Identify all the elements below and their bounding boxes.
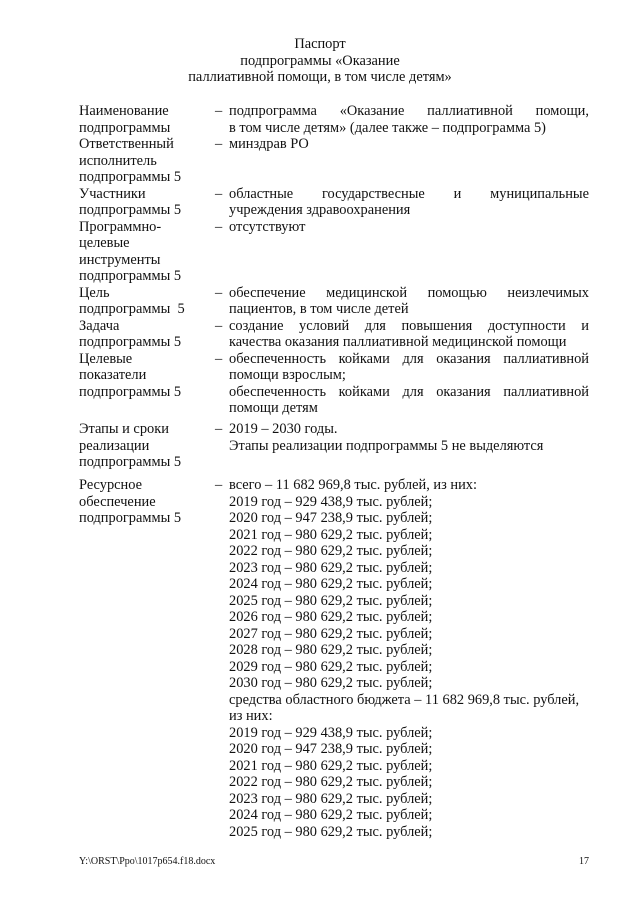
year-line: 2026 год – 980 629,2 тыс. рублей;	[229, 609, 433, 625]
row-label	[79, 285, 215, 318]
year-line: 2020 год – 947 238,9 тыс. рублей;	[229, 510, 433, 526]
year-line: 2027 год – 980 629,2 тыс. рублей;	[229, 625, 433, 642]
year-line: 2020 год – 947 238,9 тыс. рублей;	[229, 741, 433, 757]
label-line: подпрограммы 5	[79, 334, 182, 350]
document-title	[0, 36, 640, 86]
year-line: 2030 год – 980 629,2 тыс. рублей;	[229, 675, 433, 691]
value-line: учреждения здравоохранения	[229, 202, 411, 218]
label-line: исполнитель	[79, 152, 157, 169]
row-goal	[79, 285, 589, 318]
value-line: качества оказания паллиативной медицинской помощи	[229, 334, 567, 350]
label-line: Этапы и сроки	[79, 421, 169, 437]
row-label	[79, 421, 215, 471]
row-label	[79, 103, 215, 136]
year-line: 2024 год – 980 629,2 тыс. рублей;	[229, 807, 433, 823]
year-line: 2021 год – 980 629,2 тыс. рублей;	[229, 526, 433, 543]
title-line: Паспорт	[294, 36, 346, 52]
label-line: Программно-	[79, 218, 162, 235]
value-line: создание условий для повышения доступности и	[229, 317, 589, 334]
value-line: обеспеченность койками для оказания паллиативной	[229, 383, 589, 400]
passport-table	[79, 103, 589, 840]
row-value	[229, 103, 589, 136]
dash: –	[215, 350, 223, 367]
page-footer	[79, 856, 589, 867]
row-value	[229, 285, 589, 318]
row-value	[229, 351, 589, 417]
year-line: 2021 год – 980 629,2 тыс. рублей;	[229, 757, 433, 774]
label-line: Участники	[79, 185, 146, 202]
label-line: подпрограммы 5	[79, 301, 185, 317]
row-resources	[79, 477, 589, 840]
year-line: 2028 год – 980 629,2 тыс. рублей;	[229, 642, 433, 658]
dash: –	[215, 218, 223, 235]
value-line: всего – 11 682 969,8 тыс. рублей, из них:	[229, 477, 477, 493]
dash: –	[215, 103, 223, 119]
dash: –	[215, 421, 223, 437]
row-indicators	[79, 351, 589, 417]
value-line: минздрав РО	[229, 136, 309, 152]
row-label	[79, 318, 215, 351]
label-line: обеспечение	[79, 493, 156, 510]
row-name	[79, 103, 589, 136]
title-line: подпрограммы «Оказание	[240, 52, 400, 69]
label-line: подпрограммы 5	[79, 202, 182, 218]
value-line: из них:	[229, 708, 273, 724]
row-label	[79, 136, 215, 186]
label-line: показатели	[79, 367, 147, 383]
label-line: Задача	[79, 317, 120, 334]
row-value	[229, 136, 589, 186]
label-line: подпрограммы 5	[79, 510, 182, 526]
title-line: паллиативной помощи, в том числе детям»	[188, 69, 452, 85]
row-value	[229, 219, 589, 285]
label-line: инструменты	[79, 251, 161, 268]
value-line: отсутствуют	[229, 218, 306, 235]
year-line: 2023 год – 980 629,2 тыс. рублей;	[229, 790, 433, 807]
value-line: 2019 – 2030 годы.	[229, 421, 338, 437]
value-line: обеспечение медицинской помощью неизлечимых	[229, 284, 589, 301]
dash: –	[215, 136, 223, 152]
label-line: Наименование	[79, 103, 169, 119]
value-line: обеспеченность койками для оказания паллиативной	[229, 350, 589, 367]
row-value	[229, 477, 589, 840]
row-stages	[79, 421, 589, 471]
row-task	[79, 318, 589, 351]
row-instruments	[79, 219, 589, 285]
value-line: пациентов, в том числе детей	[229, 301, 409, 317]
dash: –	[215, 317, 223, 334]
row-executor	[79, 136, 589, 186]
label-line: Ресурсное	[79, 477, 142, 493]
row-label	[79, 186, 215, 219]
year-line: 2019 год – 929 438,9 тыс. рублей;	[229, 493, 433, 510]
label-line: реализации	[79, 437, 150, 454]
page-number: 17	[579, 856, 589, 867]
dash: –	[215, 477, 223, 493]
row-participants	[79, 186, 589, 219]
label-line: Ответственный	[79, 136, 174, 152]
year-line: 2029 год – 980 629,2 тыс. рублей;	[229, 658, 433, 675]
year-line: 2019 год – 929 438,9 тыс. рублей;	[229, 724, 433, 741]
label-line: подпрограммы 5	[79, 454, 182, 470]
year-line: 2025 год – 980 629,2 тыс. рублей;	[229, 823, 433, 840]
value-line: средства областного бюджета – 11 682 969,8 тыс. рублей,	[229, 691, 580, 708]
year-line: 2025 год – 980 629,2 тыс. рублей;	[229, 592, 433, 609]
value-line: областные государствесные и муниципальные	[229, 185, 589, 202]
dash: –	[215, 284, 223, 301]
file-path: Y:\ORST\Ppo\1017p654.f18.docx	[79, 856, 216, 867]
value-line: Этапы реализации подпрограммы 5 не выделяются	[229, 437, 544, 454]
label-line: подпрограммы 5	[79, 169, 182, 185]
row-value	[229, 318, 589, 351]
label-line: подпрограммы	[79, 119, 171, 136]
year-line: 2022 год – 980 629,2 тыс. рублей;	[229, 774, 433, 790]
value-line: подпрограмма «Оказание паллиативной помощи,	[229, 103, 589, 119]
label-line: подпрограммы 5	[79, 268, 182, 284]
label-line: Цель	[79, 284, 110, 301]
value-line: помощи взрослым;	[229, 367, 346, 383]
label-line: Целевые	[79, 350, 133, 367]
label-line: целевые	[79, 235, 130, 251]
label-line: подпрограммы 5	[79, 383, 182, 400]
row-value	[229, 186, 589, 219]
year-line: 2022 год – 980 629,2 тыс. рублей;	[229, 543, 433, 559]
row-label	[79, 477, 215, 840]
row-label	[79, 219, 215, 285]
row-value	[229, 421, 589, 471]
dash: –	[215, 185, 223, 202]
row-label	[79, 351, 215, 417]
year-line: 2023 год – 980 629,2 тыс. рублей;	[229, 559, 433, 576]
value-line: в том числе детям» (далее также – подпрограмма 5)	[229, 119, 546, 136]
value-line: помощи детям	[229, 400, 318, 416]
year-line: 2024 год – 980 629,2 тыс. рублей;	[229, 576, 433, 592]
